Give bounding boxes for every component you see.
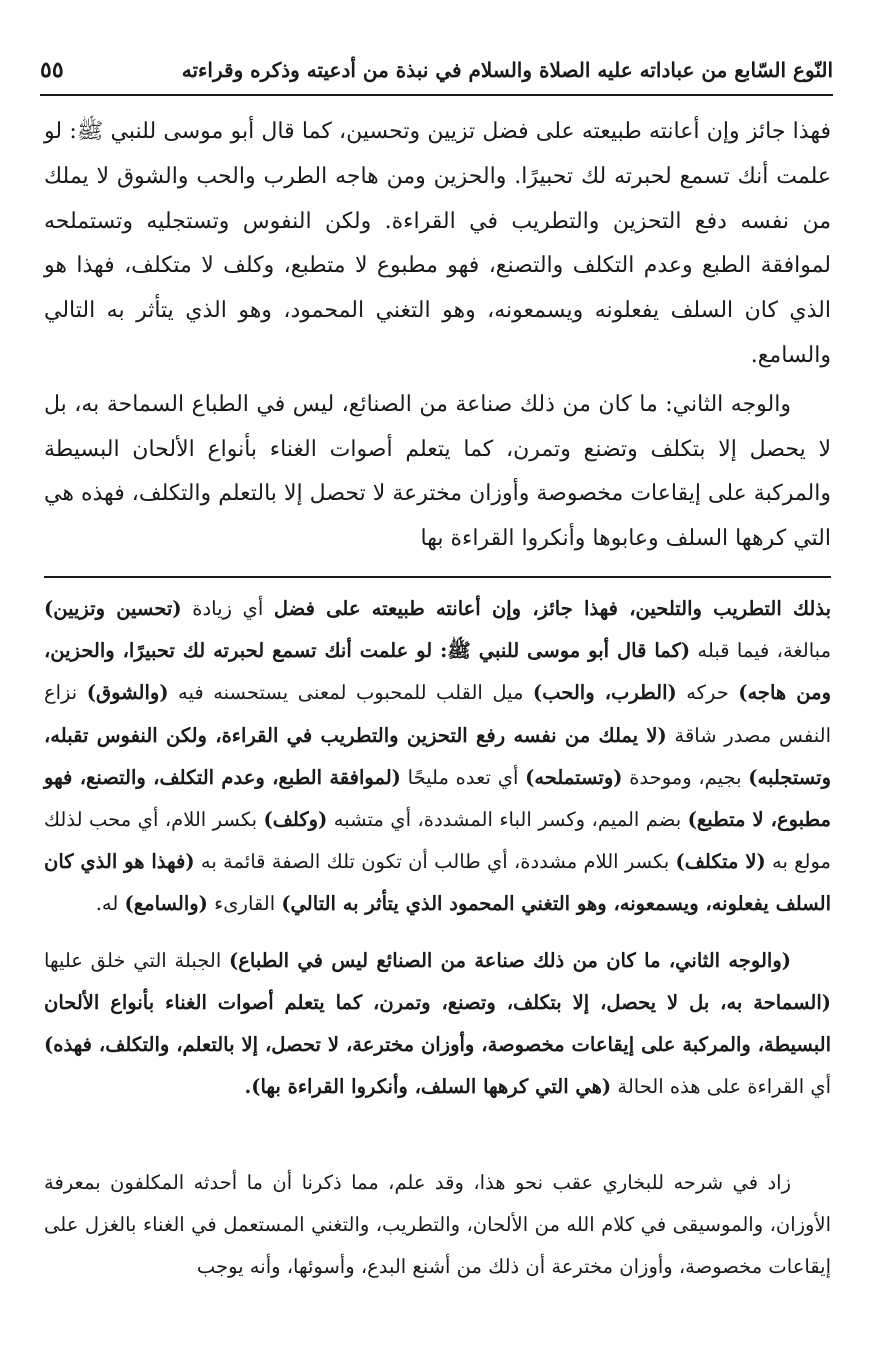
commentary-segment: (والسامع) — [124, 892, 208, 916]
commentary-segment: (والشوق) — [86, 681, 169, 705]
commentary-segment: له. — [95, 892, 125, 916]
commentary-segment: ميل القلب للمحبوب لمعنى يستحسنه فيه — [168, 681, 533, 705]
commentary-segment: (وكلف) — [263, 808, 328, 832]
continuation-paragraph: زاد في شرحه للبخاري عقب نحو هذا، وقد علم، مما ذكرنا أن ما أحدثه المكلفون بمعرفة الأوزان، والموسيقى في كلام الله من الألحان، والتطريب، والتغني المستعمل في الغناء بالغزل على إيقاعات مخصوصة، وأوزان مخترعة أن ذلك من أشنع البدع، وأسوئها، وأنه يوجب — [44, 1171, 831, 1278]
main-paragraph-1: فهذا جائز وإن أعانته طبيعته على فضل تزيين وتحسين، كما قال أبو موسى للنبي ﷺ: لو علمت أنك تسمع لحبرته لك تحبيرًا. والحزين ومن هاجه الطرب والحب والشوق لا يملك من نفسه دفع التحزين والتطريب في القراءة. ولكن النفوس وتستجليه وتستملحه لموافقة الطبع وعدم التكلف والتصنع، فهو مطبوع لا متطبع، وكلف لا متكلف، فهذا هو الذي كان السلف يفعلونه ويسمعونه، وهو التغني المحمود، وهو الذي يتأثر به التالي والسامع. — [44, 119, 831, 368]
commentary-segment: أي زيادة — [181, 597, 274, 620]
commentary-section — [44, 588, 831, 1108]
page-number: ٥٥ — [40, 57, 64, 83]
commentary-segment: بضم الميم، وكسر الباء المشددة، أي متشبه — [327, 808, 688, 832]
commentary-segment: بذلك التطريب والتلحين، فهذا جائز، وإن أعانته طبيعته على فضل — [273, 597, 832, 620]
commentary-segment: أي القراءة على هذه الحالة — [611, 1075, 831, 1099]
running-header — [40, 46, 833, 96]
commentary-segment: الجبلة التي خلق عليها — [44, 948, 230, 972]
commentary-segment: حركه — [676, 681, 739, 705]
commentary-segment: القارىء — [207, 892, 282, 916]
commentary-segment: بكسر اللام، أي محب لذلك مولع به — [44, 808, 831, 874]
footnote-divider — [44, 576, 831, 578]
commentary-segment: مبالغة، فيما قبله — [690, 639, 832, 663]
commentary-segment: بجيم، وموحدة — [622, 765, 749, 789]
commentary-segment: (لا متكلف) — [675, 850, 766, 874]
commentary-segment: (الطرب، والحب) — [532, 681, 677, 705]
commentary-segment: (وتستملحه) — [525, 765, 623, 789]
main-paragraph-2: والوجه الثاني: ما كان من ذلك صناعة من الصنائع، ليس في الطباع السماحة به، بل لا يحصل إلا بتكلف وتضنع وتمرن، كما يتعلم أصوات الغناء بأنواع الألحان البسيطة والمركبة على إيقاعات مخصوصة وأوزان مخترعة لا تحصل إلا بالتعلم والتكلف، فهذه هي التي كرهها السلف وعابوها وأنكروا القراءة بها — [44, 391, 831, 552]
commentary-paragraph-2 — [44, 940, 831, 1109]
commentary-segment: (لموافقة الطبع، وعدم التكلف، والتصنع، فهو مطبوع، لا متطبع) — [44, 765, 832, 832]
continuation-text — [44, 1162, 831, 1288]
commentary-paragraph-1 — [44, 588, 831, 926]
commentary-segment: (السماحة به، بل لا يحصل، إلا بتكلف، وتصنع، وتمرن، كما يتعلم أصوات الغناء بأنواع الألحان البسيطة، والمركبة على إيقاعات مخصوصة، وأوزان مخترعة، لا تحصل، إلا بالتعلم، والتكلف، فهذه) — [44, 990, 831, 1057]
main-text — [44, 110, 831, 562]
commentary-segment: (فهذا هو الذي كان السلف يفعلونه، ويسمعونه، وهو التغني المحمود الذي يتأثر به التالي) — [44, 850, 831, 916]
commentary-segment: بكسر اللام مشددة، أي طالب أن تكون تلك الصفة قائمة به — [194, 850, 676, 874]
chapter-title: النّوع السّابع من عباداته عليه الصلاة والسلام في نبذة من أدعيته وذكره وقراءته — [181, 58, 833, 82]
commentary-segment: نزاع النفس مصدر شاقة — [44, 681, 831, 747]
commentary-segment: (والوجه الثاني، ما كان من ذلك صناعة من الصنائع ليس في الطباع) — [229, 948, 791, 972]
commentary-segment: (لا يملك من نفسه رفع التحزين والتطريب في القراءة، ولكن النفوس تقبله، وتستجلبه) — [44, 723, 832, 789]
commentary-segment: (هي التي كرهها السلف، وأنكروا القراءة بها). — [244, 1075, 612, 1099]
commentary-segment: أي تعده مليحًا — [400, 765, 526, 789]
commentary-segment: (تحسين وتزيين) — [44, 597, 182, 620]
commentary-segment: (كما قال أبو موسى للنبي ﷺ: لو علمت أنك تسمع لحبرته لك تحبيرًا، والحزين، ومن هاجه) — [44, 639, 831, 705]
